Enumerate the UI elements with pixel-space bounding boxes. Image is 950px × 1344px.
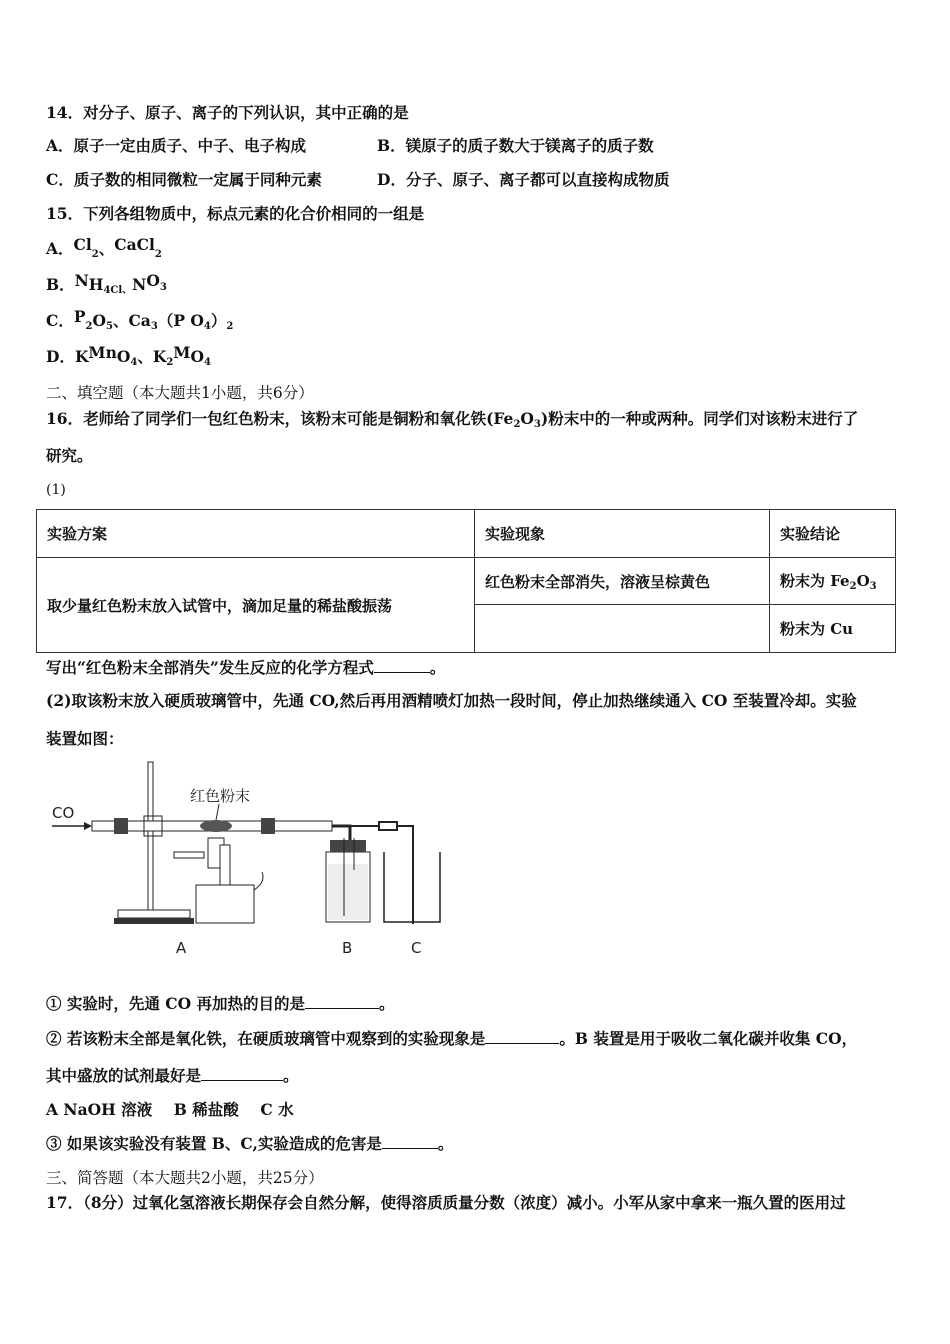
header-conclusion: 实验结论 [770, 510, 896, 558]
stopper-right [261, 818, 275, 834]
q17-stem: 17．（8分）过氧化氢溶液长期保存会自然分解，使得溶质质量分数（浓度）减小。小军从家中拿来一瓶久置的医用过 [46, 1193, 846, 1212]
q16-part2-line1: (2)取该粉末放入硬质玻璃管中，先通 CO,然后再用酒精喷灯加热一段时间，停止加热继续通入 CO 至装置冷却。实验 [46, 691, 857, 710]
q14-option-d: D．分子、原子、离子都可以直接构成物质 [377, 170, 670, 189]
label-a: A [176, 939, 187, 957]
alcohol-lamp [196, 885, 254, 923]
write-equation-prompt: 写出“红色粉末全部消失”发生反应的化学方程式 。 [46, 658, 446, 677]
q16-stem-line1: 16．老师给了同学们一包红色粉末，该粉末可能是铜粉和氧化铁$(Fe_2O_3)$粉末中的一种或两种。同学们对该粉末进行了 [46, 409, 859, 430]
stopper-left [114, 818, 128, 834]
q16-part1-label: (1) [46, 482, 66, 498]
q15-option-c: C．$P_2O_5$、$Ca_3(P$ $O_4)_2$ [46, 307, 234, 332]
q15-option-d: D．KMnO$_4$、$K_2MO_4$ [46, 343, 211, 368]
header-phenomenon: 实验现象 [475, 510, 770, 558]
lamp-handle [254, 872, 263, 890]
label-b: B [342, 939, 353, 957]
answer-blank[interactable] [374, 658, 430, 673]
q16-stem-line2: 研究。 [46, 446, 93, 465]
reagent-options: A NaOH 溶液 B 稀盐酸 C 水 [46, 1100, 294, 1119]
answer-blank[interactable] [485, 1029, 559, 1044]
powder-pointer [216, 804, 219, 820]
co-label: CO [52, 804, 75, 822]
subquestion-2-line2: 其中盛放的试剂最好是 。 [46, 1066, 299, 1085]
q14-option-c: C．质子数的相同微粒一定属于同种元素 [46, 170, 322, 189]
section3-heading: 三、简答题（本大题共2小题，共25分） [46, 1169, 324, 1187]
table-row [37, 558, 896, 605]
stand-base [118, 910, 190, 918]
stand-base-bottom [114, 918, 194, 924]
lamp-knob [174, 852, 204, 858]
lamp-pipe [220, 845, 230, 885]
subquestion-2-line1: ② 若该粉末全部是氧化铁，在硬质玻璃管中观察到的实验现象是 。B 装置是用于吸收二氧化碳并收集 CO， [46, 1029, 858, 1048]
q15-option-a: A．$Cl_2$、CaCl$_2$ [46, 235, 162, 260]
subquestion-3: ③ 如果该实验没有装置 B、C,实验造成的危害是 。 [46, 1134, 454, 1153]
powder-label: 红色粉末 [190, 787, 251, 805]
q14-stem: 14．对分子、原子、离子的下列认识，其中正确的是 [46, 103, 409, 122]
section2-heading: 二、填空题（本大题共1小题，共6分） [46, 384, 314, 402]
experiment-table [36, 509, 896, 653]
cell-conclusion-2: 粉末为 Cu [770, 605, 896, 653]
table-header-row [37, 510, 896, 558]
bottle-liquid [328, 864, 368, 920]
cell-phenomenon-2 [475, 605, 770, 653]
q14-option-a: A．原子一定由质子、中子、电子构成 [46, 136, 307, 155]
cell-phenomenon-1: 红色粉末全部消失，溶液呈棕黄色 [475, 558, 770, 605]
apparatus-figure [44, 760, 464, 970]
bottle-stopper [330, 840, 366, 852]
cell-plan: 取少量红色粉末放入试管中，滴加足量的稀盐酸振荡 [37, 558, 475, 653]
cell-conclusion-1: 粉末为 $Fe_2O_3$ [770, 558, 896, 605]
q14-option-b: B．镁原子的质子数大于镁离子的质子数 [377, 136, 654, 155]
header-plan: 实验方案 [37, 510, 475, 558]
red-powder [200, 820, 232, 832]
subquestion-1: ① 实验时，先通 CO 再加热的目的是 。 [46, 994, 395, 1013]
label-c: C [411, 939, 422, 957]
q15-stem: 15．下列各组物质中，标点元素的化合价相同的一组是 [46, 204, 425, 223]
q16-part2-line2: 装置如图： [46, 729, 124, 748]
q15-option-b: B．$NH_{4Cl、}NO3$ [46, 271, 167, 296]
answer-blank[interactable] [305, 994, 379, 1009]
answer-blank[interactable] [382, 1134, 438, 1149]
answer-blank[interactable] [201, 1066, 283, 1081]
gas-arrow-head [84, 822, 92, 830]
